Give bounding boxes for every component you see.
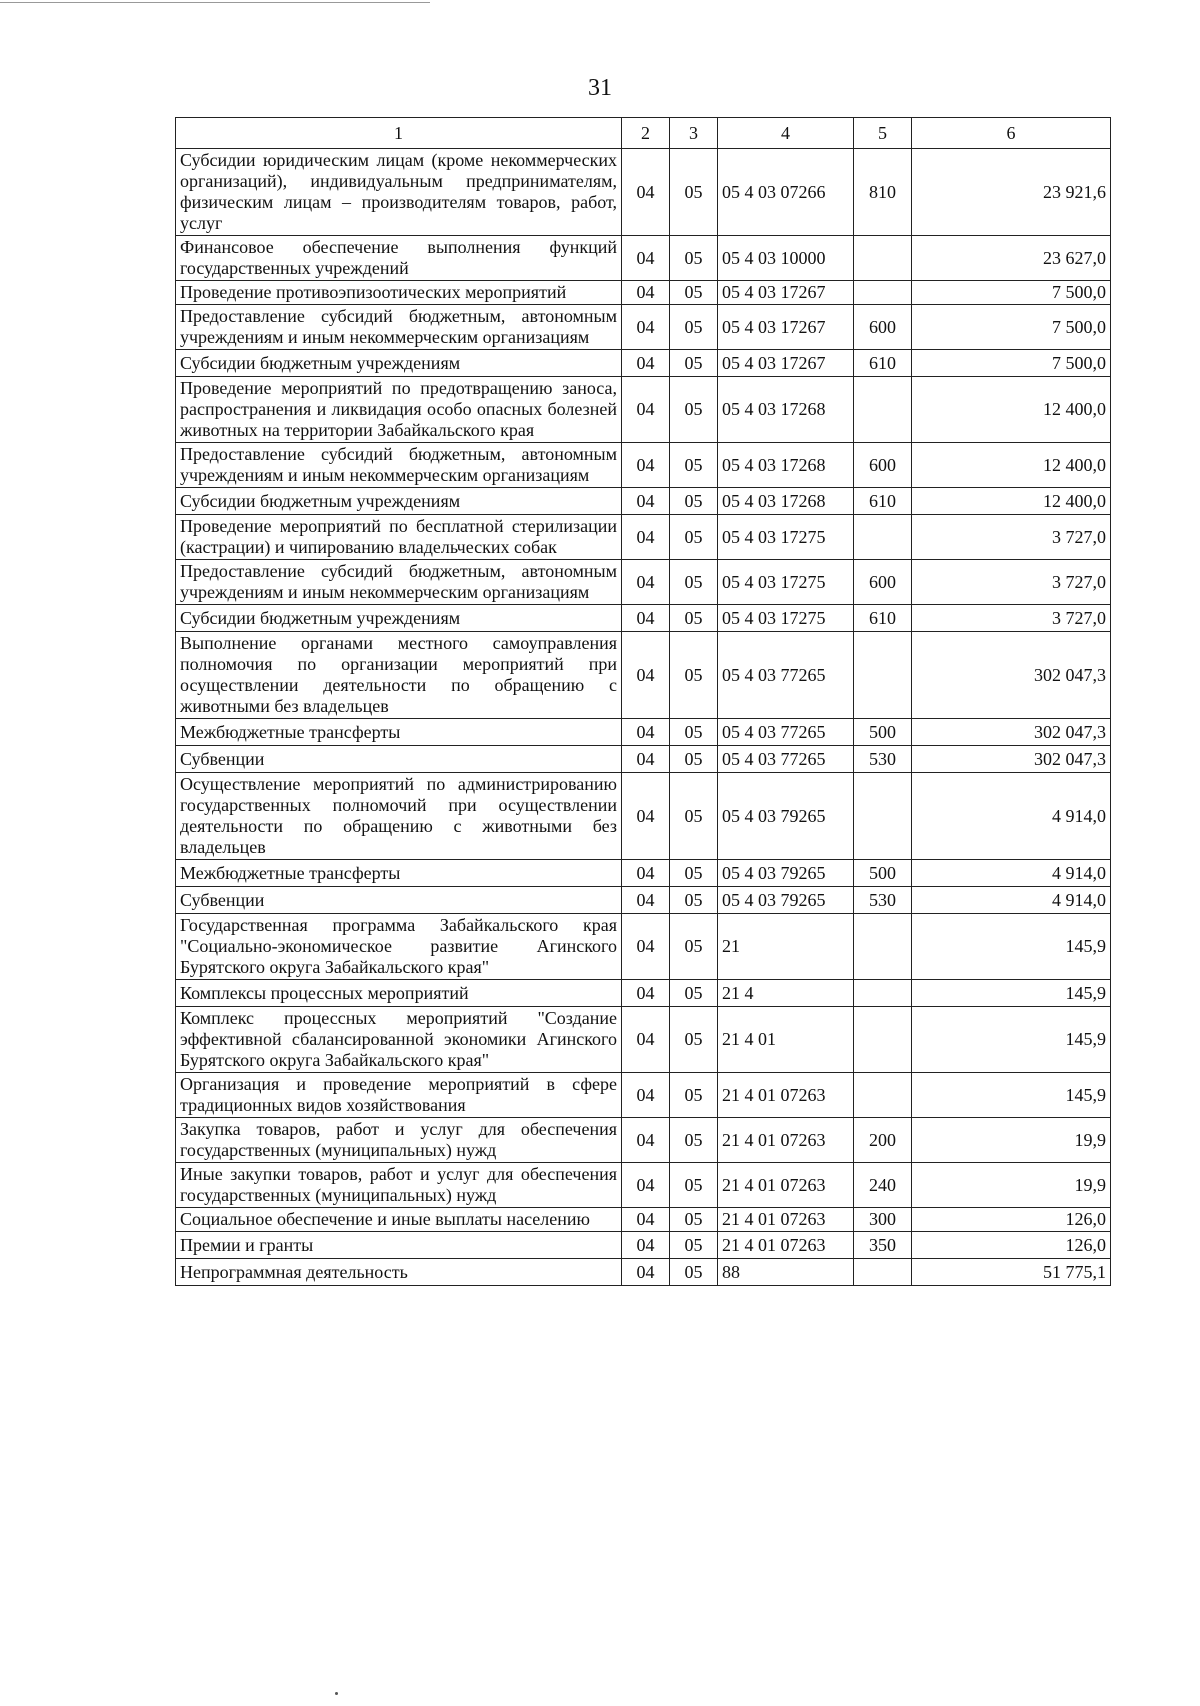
row-subsection-cell: 05 [670, 1007, 718, 1073]
row-section-cell: 04 [622, 149, 670, 236]
table-row [176, 980, 1111, 1007]
table-row [176, 860, 1111, 887]
table-row [176, 1208, 1111, 1232]
table-row [176, 746, 1111, 773]
row-amount-cell: 4 914,0 [912, 887, 1111, 914]
row-subsection-cell: 05 [670, 305, 718, 350]
row-name-cell: Субсидии юридическим лицам (кроме некоммерческих организаций), индивидуальным предпринимателям, физическим лицам – производителям товаров, работ, услуг [176, 149, 622, 236]
row-amount-cell: 51 775,1 [912, 1259, 1111, 1286]
row-name-cell: Финансовое обеспечение выполнения функций государственных учреждений [176, 236, 622, 281]
row-name-cell: Социальное обеспечение и иные выплаты населению [176, 1208, 622, 1232]
row-name-cell: Субсидии бюджетным учреждениям [176, 350, 622, 377]
row-expense-type-cell [854, 980, 912, 1007]
row-target-article-cell: 21 4 01 07263 [718, 1118, 854, 1163]
row-target-article-cell: 05 4 03 79265 [718, 773, 854, 860]
row-target-article-cell: 21 4 01 07263 [718, 1232, 854, 1259]
row-name-cell: Проведение противоэпизоотических мероприятий [176, 281, 622, 305]
row-expense-type-cell [854, 1073, 912, 1118]
table-row [176, 773, 1111, 860]
row-subsection-cell: 05 [670, 488, 718, 515]
table-row [176, 1232, 1111, 1259]
row-name-cell: Субвенции [176, 746, 622, 773]
row-target-article-cell: 21 4 01 07263 [718, 1163, 854, 1208]
row-name-cell: Осуществление мероприятий по администрированию государственных полномочий при осуществлении деятельности по обращению с животными без владельцев [176, 773, 622, 860]
row-amount-cell: 3 727,0 [912, 605, 1111, 632]
table-row [176, 1073, 1111, 1118]
row-expense-type-cell: 240 [854, 1163, 912, 1208]
row-amount-cell: 302 047,3 [912, 746, 1111, 773]
column-header-expense-type: 5 [854, 118, 912, 149]
row-target-article-cell: 05 4 03 79265 [718, 860, 854, 887]
table-row [176, 281, 1111, 305]
table-row [176, 560, 1111, 605]
row-section-cell: 04 [622, 1007, 670, 1073]
row-section-cell: 04 [622, 515, 670, 560]
table-body [176, 149, 1111, 1286]
row-section-cell: 04 [622, 719, 670, 746]
row-amount-cell: 302 047,3 [912, 719, 1111, 746]
row-name-cell: Иные закупки товаров, работ и услуг для обеспечения государственных (муниципальных) нужд [176, 1163, 622, 1208]
row-name-cell: Государственная программа Забайкальского края "Социально-экономическое развитие Агинского Бурятского округа Забайкальского края" [176, 914, 622, 980]
column-header-target-article: 4 [718, 118, 854, 149]
row-amount-cell: 12 400,0 [912, 377, 1111, 443]
row-expense-type-cell: 600 [854, 305, 912, 350]
table-row [176, 1007, 1111, 1073]
row-section-cell: 04 [622, 1232, 670, 1259]
row-subsection-cell: 05 [670, 1163, 718, 1208]
row-expense-type-cell: 610 [854, 605, 912, 632]
row-subsection-cell: 05 [670, 377, 718, 443]
row-target-article-cell: 21 4 [718, 980, 854, 1007]
row-expense-type-cell: 810 [854, 149, 912, 236]
table-row [176, 887, 1111, 914]
row-target-article-cell: 05 4 03 07266 [718, 149, 854, 236]
row-name-cell: Организация и проведение мероприятий в сфере традиционных видов хозяйствования [176, 1073, 622, 1118]
row-section-cell: 04 [622, 632, 670, 719]
row-amount-cell: 126,0 [912, 1232, 1111, 1259]
column-header-subsection: 3 [670, 118, 718, 149]
row-amount-cell: 12 400,0 [912, 443, 1111, 488]
row-subsection-cell: 05 [670, 1073, 718, 1118]
row-target-article-cell: 05 4 03 17267 [718, 305, 854, 350]
table-header [176, 118, 1111, 149]
row-subsection-cell: 05 [670, 914, 718, 980]
table-row [176, 377, 1111, 443]
row-amount-cell: 7 500,0 [912, 305, 1111, 350]
row-section-cell: 04 [622, 488, 670, 515]
row-expense-type-cell [854, 377, 912, 443]
row-section-cell: 04 [622, 980, 670, 1007]
row-subsection-cell: 05 [670, 773, 718, 860]
row-amount-cell: 126,0 [912, 1208, 1111, 1232]
row-expense-type-cell: 610 [854, 350, 912, 377]
table-row [176, 488, 1111, 515]
row-target-article-cell: 05 4 03 17268 [718, 377, 854, 443]
row-amount-cell: 145,9 [912, 1073, 1111, 1118]
column-header-amount: 6 [912, 118, 1111, 149]
row-name-cell: Предоставление субсидий бюджетным, автономным учреждениям и иным некоммерческим организациям [176, 560, 622, 605]
row-target-article-cell: 05 4 03 17267 [718, 350, 854, 377]
table-row [176, 719, 1111, 746]
row-name-cell: Субсидии бюджетным учреждениям [176, 488, 622, 515]
row-section-cell: 04 [622, 860, 670, 887]
row-subsection-cell: 05 [670, 1118, 718, 1163]
row-section-cell: 04 [622, 281, 670, 305]
row-subsection-cell: 05 [670, 281, 718, 305]
row-name-cell: Предоставление субсидий бюджетным, автономным учреждениям и иным некоммерческим организациям [176, 305, 622, 350]
table-row [176, 305, 1111, 350]
row-expense-type-cell: 350 [854, 1232, 912, 1259]
row-name-cell: Проведение мероприятий по предотвращению заноса, распространения и ликвидация особо опасных болезней животных на территории Забайкальского края [176, 377, 622, 443]
row-subsection-cell: 05 [670, 860, 718, 887]
row-expense-type-cell [854, 281, 912, 305]
row-target-article-cell: 21 [718, 914, 854, 980]
row-name-cell: Выполнение органами местного самоуправления полномочия по организации мероприятий при осуществлении деятельности по обращению с животными без владельцев [176, 632, 622, 719]
table-row [176, 149, 1111, 236]
row-target-article-cell: 05 4 03 17275 [718, 560, 854, 605]
row-subsection-cell: 05 [670, 1259, 718, 1286]
row-section-cell: 04 [622, 746, 670, 773]
row-expense-type-cell [854, 773, 912, 860]
table-row [176, 1118, 1111, 1163]
row-name-cell: Комплексы процессных мероприятий [176, 980, 622, 1007]
table-row [176, 914, 1111, 980]
table-row [176, 443, 1111, 488]
row-expense-type-cell: 610 [854, 488, 912, 515]
row-amount-cell: 23 921,6 [912, 149, 1111, 236]
row-amount-cell: 12 400,0 [912, 488, 1111, 515]
row-target-article-cell: 05 4 03 77265 [718, 719, 854, 746]
row-expense-type-cell [854, 515, 912, 560]
row-name-cell: Закупка товаров, работ и услуг для обеспечения государственных (муниципальных) нужд [176, 1118, 622, 1163]
row-expense-type-cell [854, 914, 912, 980]
table-row [176, 1163, 1111, 1208]
column-header-section: 2 [622, 118, 670, 149]
row-section-cell: 04 [622, 350, 670, 377]
row-name-cell: Проведение мероприятий по бесплатной стерилизации (кастрации) и чипированию владельческих собак [176, 515, 622, 560]
row-section-cell: 04 [622, 914, 670, 980]
row-target-article-cell: 05 4 03 17268 [718, 443, 854, 488]
row-target-article-cell: 05 4 03 77265 [718, 746, 854, 773]
row-amount-cell: 19,9 [912, 1163, 1111, 1208]
row-subsection-cell: 05 [670, 1232, 718, 1259]
scan-artifact-top-line [0, 2, 430, 3]
row-expense-type-cell: 500 [854, 860, 912, 887]
row-amount-cell: 7 500,0 [912, 350, 1111, 377]
column-header-name: 1 [176, 118, 622, 149]
row-section-cell: 04 [622, 1259, 670, 1286]
row-name-cell: Предоставление субсидий бюджетным, автономным учреждениям и иным некоммерческим организациям [176, 443, 622, 488]
row-expense-type-cell [854, 632, 912, 719]
row-subsection-cell: 05 [670, 887, 718, 914]
row-section-cell: 04 [622, 1163, 670, 1208]
table-row [176, 605, 1111, 632]
row-name-cell: Субсидии бюджетным учреждениям [176, 605, 622, 632]
row-amount-cell: 3 727,0 [912, 560, 1111, 605]
row-subsection-cell: 05 [670, 719, 718, 746]
row-expense-type-cell: 500 [854, 719, 912, 746]
row-expense-type-cell: 600 [854, 443, 912, 488]
row-target-article-cell: 05 4 03 77265 [718, 632, 854, 719]
row-name-cell: Межбюджетные трансферты [176, 860, 622, 887]
row-name-cell: Субвенции [176, 887, 622, 914]
row-section-cell: 04 [622, 605, 670, 632]
page-number: 31 [588, 75, 612, 101]
row-expense-type-cell: 300 [854, 1208, 912, 1232]
row-subsection-cell: 05 [670, 149, 718, 236]
row-amount-cell: 4 914,0 [912, 773, 1111, 860]
row-section-cell: 04 [622, 305, 670, 350]
row-target-article-cell: 05 4 03 79265 [718, 887, 854, 914]
row-amount-cell: 7 500,0 [912, 281, 1111, 305]
row-amount-cell: 145,9 [912, 1007, 1111, 1073]
table-row [176, 515, 1111, 560]
table-row [176, 350, 1111, 377]
row-section-cell: 04 [622, 377, 670, 443]
row-target-article-cell: 88 [718, 1259, 854, 1286]
row-target-article-cell: 21 4 01 [718, 1007, 854, 1073]
row-amount-cell: 4 914,0 [912, 860, 1111, 887]
row-amount-cell: 302 047,3 [912, 632, 1111, 719]
row-amount-cell: 145,9 [912, 914, 1111, 980]
row-amount-cell: 23 627,0 [912, 236, 1111, 281]
row-amount-cell: 3 727,0 [912, 515, 1111, 560]
row-name-cell: Комплекс процессных мероприятий "Создание эффективной сбалансированной экономики Агинского Бурятского округа Забайкальского края" [176, 1007, 622, 1073]
row-subsection-cell: 05 [670, 1208, 718, 1232]
row-subsection-cell: 05 [670, 350, 718, 377]
row-target-article-cell: 05 4 03 17275 [718, 515, 854, 560]
row-name-cell: Межбюджетные трансферты [176, 719, 622, 746]
table-row [176, 632, 1111, 719]
row-section-cell: 04 [622, 1208, 670, 1232]
row-section-cell: 04 [622, 773, 670, 860]
row-subsection-cell: 05 [670, 605, 718, 632]
row-subsection-cell: 05 [670, 746, 718, 773]
row-expense-type-cell: 530 [854, 887, 912, 914]
row-expense-type-cell: 200 [854, 1118, 912, 1163]
row-target-article-cell: 21 4 01 07263 [718, 1073, 854, 1118]
row-target-article-cell: 05 4 03 17275 [718, 605, 854, 632]
header-row [176, 118, 1111, 149]
row-target-article-cell: 05 4 03 10000 [718, 236, 854, 281]
row-amount-cell: 145,9 [912, 980, 1111, 1007]
row-expense-type-cell [854, 1259, 912, 1286]
row-name-cell: Непрограммная деятельность [176, 1259, 622, 1286]
row-expense-type-cell: 530 [854, 746, 912, 773]
row-subsection-cell: 05 [670, 236, 718, 281]
row-section-cell: 04 [622, 236, 670, 281]
row-name-cell: Премии и гранты [176, 1232, 622, 1259]
row-target-article-cell: 21 4 01 07263 [718, 1208, 854, 1232]
row-section-cell: 04 [622, 560, 670, 605]
row-subsection-cell: 05 [670, 443, 718, 488]
budget-table [175, 117, 1111, 1286]
table-row [176, 236, 1111, 281]
scan-artifact-dot [335, 1692, 338, 1695]
row-expense-type-cell: 600 [854, 560, 912, 605]
row-section-cell: 04 [622, 1073, 670, 1118]
row-subsection-cell: 05 [670, 515, 718, 560]
row-expense-type-cell [854, 236, 912, 281]
row-subsection-cell: 05 [670, 980, 718, 1007]
row-section-cell: 04 [622, 887, 670, 914]
row-section-cell: 04 [622, 443, 670, 488]
row-subsection-cell: 05 [670, 632, 718, 719]
row-expense-type-cell [854, 1007, 912, 1073]
row-subsection-cell: 05 [670, 560, 718, 605]
row-section-cell: 04 [622, 1118, 670, 1163]
row-target-article-cell: 05 4 03 17267 [718, 281, 854, 305]
table-row [176, 1259, 1111, 1286]
row-amount-cell: 19,9 [912, 1118, 1111, 1163]
row-target-article-cell: 05 4 03 17268 [718, 488, 854, 515]
